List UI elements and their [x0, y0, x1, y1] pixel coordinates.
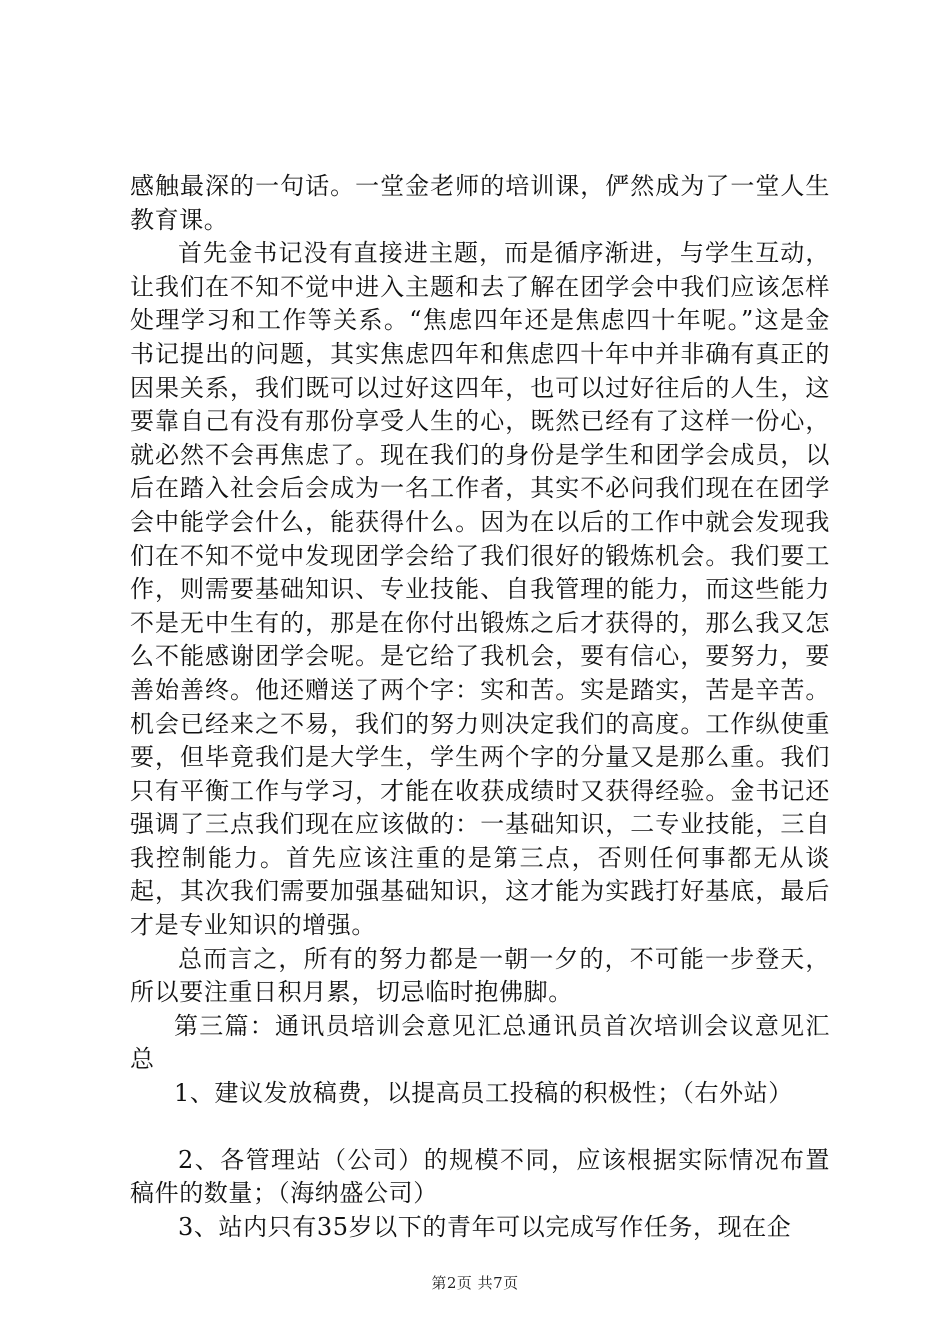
paragraph-2: 首先金书记没有直接进主题，而是循序渐进，与学生互动，让我们在不知不觉中进入主题和去了解在团学会中我们应该怎样处理学习和工作等关系。“焦虑四年还是焦虑四十年呢。”这是金书记提出的问题，其实焦虑四年和焦虑四十年中并非确有真正的因果关系，我们既可以过好这四年，也可以过好往后的人生，这要靠自己有没有那份享受人生的心，既然已经有了这样一份心，就必然不会再焦虑了。现在我们的身份是学生和团学会成员，以后在踏入社会后会成为一名工作者，其实不必问我们现在在团学会中能学会什么，能获得什么。因为在以后的工作中就会发现我们在不知不觉中发现团学会给了我们很好的锻炼机会。我们要工作，则需要基础知识、专业技能、自我管理的能力，而这些能力不是无中生有的，那是在你付出锻炼之后才获得的，那么我又怎么不能感谢团学会呢。是它给了我机会，要有信心，要努力，要善始善终。他还赠送了两个字：实和苦。实是踏实，苦是辛苦。机会已经来之不易，我们的努力则决定我们的高度。工作纵使重要，但毕竟我们是大学生，学生两个字的分量又是那么重。我们只有平衡工作与学习，才能在收获成绩时又获得经验。金书记还强调了三点我们现在应该做的：一基础知识，二专业技能，三自我控制能力。首先应该注重的是第三点，否则任何事都无从谈起，其次我们需要加强基础知识，这才能为实践打好基底，最后才是专业知识的增强。: [130, 239, 830, 940]
page-footer: 第2页 共7页: [431, 1274, 519, 1292]
list-item-2: 2、各管理站（公司）的规模不同，应该根据实际情况布置稿件的数量；（海纳盛公司）: [130, 1145, 830, 1208]
document-body: [130, 170, 830, 1244]
paragraph-1: 感触最深的一句话。一堂金老师的培训课，俨然成为了一堂人生教育课。: [130, 172, 830, 234]
list-item-3: 3、站内只有35岁以下的青年可以完成写作任务，现在企: [178, 1212, 792, 1241]
list-item-1: 1、建议发放稿费，以提高员工投稿的积极性；（右外站）: [174, 1079, 793, 1108]
paragraph-3: 总而言之，所有的努力都是一朝一夕的，不可能一步登天，所以要注重日积月累，切忌临时抱佛脚。: [130, 944, 830, 1007]
section-heading: 第三篇：通讯员培训会意见汇总通讯员首次培训会议意见汇总: [130, 1011, 830, 1074]
blank-line: [130, 1111, 830, 1144]
